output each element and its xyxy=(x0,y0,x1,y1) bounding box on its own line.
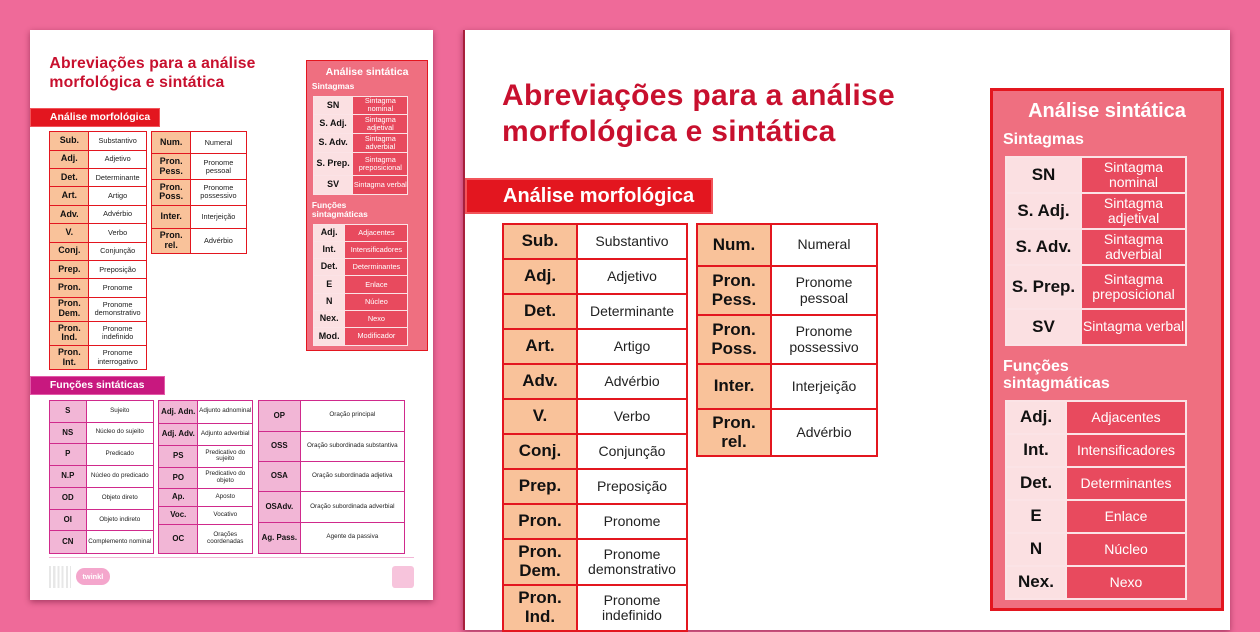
meaning-cell: Predicado xyxy=(86,444,153,466)
meaning-cell: Adjacentes xyxy=(1066,401,1186,434)
morph-table-1 xyxy=(502,223,688,632)
meaning-cell: Objeto indireto xyxy=(86,509,153,531)
meaning-cell: Sintagma adjetival xyxy=(1081,193,1186,229)
meaning-cell: Advérbio xyxy=(577,364,687,399)
meaning-cell: Adjunto adverbial xyxy=(198,423,253,446)
meaning-cell: Interjeição xyxy=(771,364,877,409)
qr-code xyxy=(49,566,71,588)
funcoes-sintagmaticas-table xyxy=(1005,400,1187,600)
abbreviation-cell: S. Prep. xyxy=(313,153,352,176)
table-row xyxy=(503,469,687,504)
table-row xyxy=(50,260,147,278)
syntactic-analysis-panel xyxy=(306,60,429,350)
meaning-cell: Determinante xyxy=(577,294,687,329)
morph-table-1 xyxy=(49,131,147,370)
table-row xyxy=(1006,229,1186,265)
table-row xyxy=(50,132,147,150)
table-row xyxy=(503,259,687,294)
abbreviation-cell: PS xyxy=(159,446,198,468)
meaning-cell: Oração subordinada adjetiva xyxy=(300,461,404,491)
abbreviation-cell: OD xyxy=(49,488,86,510)
table-row xyxy=(503,504,687,539)
abbreviation-cell: Pron. Ind. xyxy=(503,585,577,631)
table-row xyxy=(503,434,687,469)
abbreviation-cell: Pron. Dem. xyxy=(503,539,577,585)
morph-table-2 xyxy=(696,223,878,457)
meaning-cell: Pronome interrogativo xyxy=(89,345,147,369)
table-row xyxy=(50,345,147,369)
table-row xyxy=(159,507,253,525)
abbreviation-cell: Pron. Pess. xyxy=(152,154,191,180)
abbreviation-cell: Prep. xyxy=(50,260,89,278)
abbreviation-cell: E xyxy=(313,276,344,293)
table-row xyxy=(313,276,407,293)
meaning-cell: Núcleo xyxy=(1066,533,1186,566)
funcoes-sintagmaticas-table xyxy=(313,224,408,346)
twinkl-logo: twinkl xyxy=(76,568,109,585)
table-row xyxy=(313,259,407,276)
meaning-cell: Núcleo xyxy=(345,293,408,310)
abbreviation-cell: Ag. Pass. xyxy=(258,522,300,553)
poster xyxy=(465,30,1225,626)
table-row xyxy=(1006,309,1186,345)
meaning-cell: Substantivo xyxy=(89,132,147,150)
abbreviation-cell: Pron. Ind. xyxy=(50,321,89,345)
meaning-cell: Nexo xyxy=(1066,566,1186,599)
abbreviation-cell: Det. xyxy=(503,294,577,329)
poster-thumbnail[interactable] xyxy=(30,30,433,600)
table-row xyxy=(258,401,404,431)
abbreviation-cell: S. Adj. xyxy=(1006,193,1081,229)
table-row xyxy=(50,205,147,223)
morph-table-2 xyxy=(151,131,246,254)
meaning-cell: Pronome pessoal xyxy=(771,266,877,315)
abbreviation-cell: Pron. xyxy=(50,279,89,297)
meaning-cell: Agente da passiva xyxy=(300,522,404,553)
table-row xyxy=(313,176,407,195)
abbreviation-cell: Pron. Poss. xyxy=(697,315,771,364)
table-row xyxy=(159,423,253,446)
meaning-cell: Pronome indefinido xyxy=(577,585,687,631)
table-row xyxy=(50,242,147,260)
abbreviation-cell: S. Adj. xyxy=(313,115,352,134)
meaning-cell: Preposição xyxy=(577,469,687,504)
abbreviation-cell: Pron. Int. xyxy=(50,345,89,369)
table-row xyxy=(152,132,246,154)
abbreviation-cell: Det. xyxy=(50,169,89,187)
syntactic-analysis-panel xyxy=(990,88,1224,611)
abbreviation-cell: OSS xyxy=(258,431,300,461)
brand-badge xyxy=(392,566,414,588)
table-row xyxy=(503,294,687,329)
table-row xyxy=(49,422,153,444)
section-heading-morphological: Análise morfológica xyxy=(30,108,160,127)
meaning-cell: Enlace xyxy=(345,276,408,293)
meaning-cell: Sintagma verbal xyxy=(1081,309,1186,345)
meaning-cell: Oração subordinada substantiva xyxy=(300,431,404,461)
table-row xyxy=(503,329,687,364)
meaning-cell: Pronome possessivo xyxy=(771,315,877,364)
meaning-cell: Sintagma preposicional xyxy=(353,153,408,176)
meaning-cell: Sintagma verbal xyxy=(353,176,408,195)
abbreviation-cell: Sub. xyxy=(50,132,89,150)
sintagmas-heading: Sintagmas xyxy=(1003,131,1084,148)
meaning-cell: Adjetivo xyxy=(577,259,687,294)
meaning-cell: Substantivo xyxy=(577,224,687,259)
poster xyxy=(30,30,433,600)
meaning-cell: Sintagma nominal xyxy=(1081,157,1186,193)
abbreviation-cell: Num. xyxy=(152,132,191,154)
meaning-cell: Oração principal xyxy=(300,401,404,431)
table-row xyxy=(159,446,253,468)
meaning-cell: Sintagma adjetival xyxy=(353,115,408,134)
meaning-cell: Determinantes xyxy=(1066,467,1186,500)
table-row xyxy=(1006,566,1186,599)
table-row xyxy=(1006,401,1186,434)
meaning-cell: Conjunção xyxy=(577,434,687,469)
abbreviation-cell: N xyxy=(1006,533,1066,566)
meaning-cell: Vocativo xyxy=(198,507,253,525)
abbreviation-cell: Art. xyxy=(503,329,577,364)
meaning-cell: Sintagma adverbial xyxy=(353,134,408,153)
abbreviation-cell: Sub. xyxy=(503,224,577,259)
meaning-cell: Conjunção xyxy=(89,242,147,260)
table-row xyxy=(159,401,253,424)
abbreviation-cell: Det. xyxy=(313,259,344,276)
meaning-cell: Orações coordenadas xyxy=(198,524,253,553)
abbreviation-cell: Pron. Pess. xyxy=(697,266,771,315)
table-row xyxy=(159,489,253,507)
table-row xyxy=(313,96,407,115)
table-row xyxy=(697,315,877,364)
table-row xyxy=(49,488,153,510)
meaning-cell: Numeral xyxy=(771,224,877,266)
abbreviation-cell: Int. xyxy=(1006,434,1066,467)
table-row xyxy=(1006,533,1186,566)
meaning-cell: Pronome demonstrativo xyxy=(577,539,687,585)
table-row xyxy=(313,293,407,310)
table-row xyxy=(50,150,147,168)
abbreviation-cell: OP xyxy=(258,401,300,431)
meaning-cell: Predicativo do objeto xyxy=(198,467,253,489)
meaning-cell: Determinante xyxy=(89,169,147,187)
meaning-cell: Advérbio xyxy=(89,205,147,223)
table-row xyxy=(50,169,147,187)
abbreviation-cell: V. xyxy=(503,399,577,434)
table-row xyxy=(159,524,253,553)
meaning-cell: Adjacentes xyxy=(345,224,408,241)
table-row xyxy=(50,321,147,345)
page-title: Abreviações para a análise morfológica e sintática xyxy=(502,79,896,148)
abbreviation-cell: Adj. xyxy=(1006,401,1066,434)
abbreviation-cell: S. Adv. xyxy=(1006,229,1081,265)
meaning-cell: Sujeito xyxy=(86,401,153,423)
abbreviation-cell: Adj. Adn. xyxy=(159,401,198,424)
sintagmas-heading: Sintagmas xyxy=(311,81,355,92)
abbreviation-cell: Voc. xyxy=(159,507,198,525)
meaning-cell: Numeral xyxy=(191,132,247,154)
abbreviation-cell: OC xyxy=(159,524,198,553)
table-row xyxy=(313,311,407,328)
table-row xyxy=(503,539,687,585)
func-table-3 xyxy=(258,400,405,554)
meaning-cell: Núcleo do predicado xyxy=(86,465,153,488)
abbreviation-cell: Adj. xyxy=(50,150,89,168)
meaning-cell: Modificador xyxy=(345,328,408,345)
abbreviation-cell: SN xyxy=(1006,157,1081,193)
abbreviation-cell: Inter. xyxy=(697,364,771,409)
table-row xyxy=(258,461,404,491)
funcoes-sintagmaticas-heading: Funções sintagmáticas xyxy=(1003,358,1110,392)
abbreviation-cell: S xyxy=(49,401,86,423)
abbreviation-cell: PO xyxy=(159,467,198,489)
table-row xyxy=(503,364,687,399)
meaning-cell: Pronome pessoal xyxy=(191,154,247,180)
table-row xyxy=(49,531,153,554)
funcoes-sintagmaticas-heading: Funções sintagmáticas xyxy=(311,200,368,220)
abbreviation-cell: Adv. xyxy=(50,205,89,223)
table-row xyxy=(1006,193,1186,229)
table-row xyxy=(697,266,877,315)
meaning-cell: Pronome xyxy=(89,279,147,297)
table-row xyxy=(313,153,407,176)
meaning-cell: Sintagma preposicional xyxy=(1081,265,1186,309)
meaning-cell: Aposto xyxy=(198,489,253,507)
sintagmas-table xyxy=(313,96,408,196)
panel-title: Análise sintática xyxy=(325,65,409,78)
table-row xyxy=(159,467,253,489)
abbreviation-cell: P xyxy=(49,444,86,466)
meaning-cell: Advérbio xyxy=(191,229,247,254)
table-row xyxy=(50,187,147,205)
abbreviation-cell: Det. xyxy=(1006,467,1066,500)
abbreviation-cell: Pron. Dem. xyxy=(50,297,89,321)
abbreviation-cell: Num. xyxy=(697,224,771,266)
meaning-cell: Artigo xyxy=(89,187,147,205)
meaning-cell: Pronome demonstrativo xyxy=(89,297,147,321)
table-row xyxy=(313,328,407,345)
abbreviation-cell: E xyxy=(1006,500,1066,533)
table-row xyxy=(258,522,404,553)
sintagmas-table xyxy=(1005,156,1187,346)
table-row xyxy=(697,364,877,409)
section-heading-morphological: Análise morfológica xyxy=(465,178,713,214)
table-row xyxy=(152,229,246,254)
abbreviation-cell: N xyxy=(313,293,344,310)
abbreviation-cell: S. Adv. xyxy=(313,134,352,153)
table-row xyxy=(697,409,877,456)
table-row xyxy=(503,399,687,434)
section-heading-syntactic-functions: Funções sintáticas xyxy=(30,376,165,395)
abbreviation-cell: NS xyxy=(49,422,86,444)
meaning-cell: Adjunto adnominal xyxy=(198,401,253,424)
abbreviation-cell: Adv. xyxy=(503,364,577,399)
abbreviation-cell: Pron. Poss. xyxy=(152,180,191,206)
meaning-cell: Determinantes xyxy=(345,259,408,276)
meaning-cell: Verbo xyxy=(89,224,147,242)
abbreviation-cell: SV xyxy=(313,176,352,195)
abbreviation-cell: Conj. xyxy=(503,434,577,469)
table-row xyxy=(50,224,147,242)
meaning-cell: Objeto direto xyxy=(86,488,153,510)
table-row xyxy=(697,224,877,266)
abbreviation-cell: Prep. xyxy=(503,469,577,504)
meaning-cell: Pronome xyxy=(577,504,687,539)
abbreviation-cell: S. Prep. xyxy=(1006,265,1081,309)
panel-title: Análise sintática xyxy=(1028,100,1186,122)
abbreviation-cell: Nex. xyxy=(313,311,344,328)
meaning-cell: Adjetivo xyxy=(89,150,147,168)
meaning-cell: Enlace xyxy=(1066,500,1186,533)
meaning-cell: Núcleo do sujeito xyxy=(86,422,153,444)
table-row xyxy=(49,444,153,466)
meaning-cell: Oração subordinada adverbial xyxy=(300,492,404,522)
abbreviation-cell: SN xyxy=(313,96,352,115)
abbreviation-cell: Adj. xyxy=(313,224,344,241)
table-row xyxy=(49,465,153,488)
abbreviation-cell: Mod. xyxy=(313,328,344,345)
table-row xyxy=(1006,157,1186,193)
table-row xyxy=(1006,434,1186,467)
footer-divider xyxy=(49,557,414,558)
meaning-cell: Sintagma adverbial xyxy=(1081,229,1186,265)
abbreviation-cell: OI xyxy=(49,509,86,531)
table-row xyxy=(1006,265,1186,309)
meaning-cell: Pronome possessivo xyxy=(191,180,247,206)
table-row xyxy=(1006,467,1186,500)
abbreviation-cell: Ap. xyxy=(159,489,198,507)
func-table-2 xyxy=(158,400,253,554)
table-row xyxy=(49,401,153,423)
table-row xyxy=(258,431,404,461)
abbreviation-cell: V. xyxy=(50,224,89,242)
meaning-cell: Predicativo do sujeito xyxy=(198,446,253,468)
table-row xyxy=(313,115,407,134)
meaning-cell: Sintagma nominal xyxy=(353,96,408,115)
abbreviation-cell: Adj. Adv. xyxy=(159,423,198,446)
abbreviation-cell: Art. xyxy=(50,187,89,205)
abbreviation-cell: Pron. rel. xyxy=(697,409,771,456)
abbreviation-cell: OSAdv. xyxy=(258,492,300,522)
table-row xyxy=(152,180,246,206)
meaning-cell: Pronome indefinido xyxy=(89,321,147,345)
meaning-cell: Intensificadores xyxy=(345,241,408,258)
table-row xyxy=(49,509,153,531)
table-row xyxy=(50,297,147,321)
abbreviation-cell: Inter. xyxy=(152,205,191,229)
meaning-cell: Preposição xyxy=(89,260,147,278)
table-row xyxy=(313,241,407,258)
meaning-cell: Artigo xyxy=(577,329,687,364)
table-row xyxy=(50,279,147,297)
table-row xyxy=(313,134,407,153)
abbreviation-cell: OSA xyxy=(258,461,300,491)
table-row xyxy=(313,224,407,241)
meaning-cell: Intensificadores xyxy=(1066,434,1186,467)
func-table-1 xyxy=(49,400,154,554)
abbreviation-cell: Pron. xyxy=(503,504,577,539)
table-row xyxy=(152,205,246,229)
abbreviation-cell: N.P xyxy=(49,465,86,488)
abbreviation-cell: Nex. xyxy=(1006,566,1066,599)
table-row xyxy=(258,492,404,522)
meaning-cell: Complemento nominal xyxy=(86,531,153,554)
meaning-cell: Verbo xyxy=(577,399,687,434)
abbreviation-cell: Conj. xyxy=(50,242,89,260)
table-row xyxy=(1006,500,1186,533)
meaning-cell: Interjeição xyxy=(191,205,247,229)
table-row xyxy=(503,585,687,631)
poster-preview xyxy=(463,30,1230,630)
table-row xyxy=(503,224,687,259)
meaning-cell: Advérbio xyxy=(771,409,877,456)
page-title: Abreviações para a análise morfológica e sintática xyxy=(49,55,256,92)
abbreviation-cell: CN xyxy=(49,531,86,554)
abbreviation-cell: Adj. xyxy=(503,259,577,294)
meaning-cell: Nexo xyxy=(345,311,408,328)
abbreviation-cell: Int. xyxy=(313,241,344,258)
abbreviation-cell: SV xyxy=(1006,309,1081,345)
table-row xyxy=(152,154,246,180)
abbreviation-cell: Pron. rel. xyxy=(152,229,191,254)
